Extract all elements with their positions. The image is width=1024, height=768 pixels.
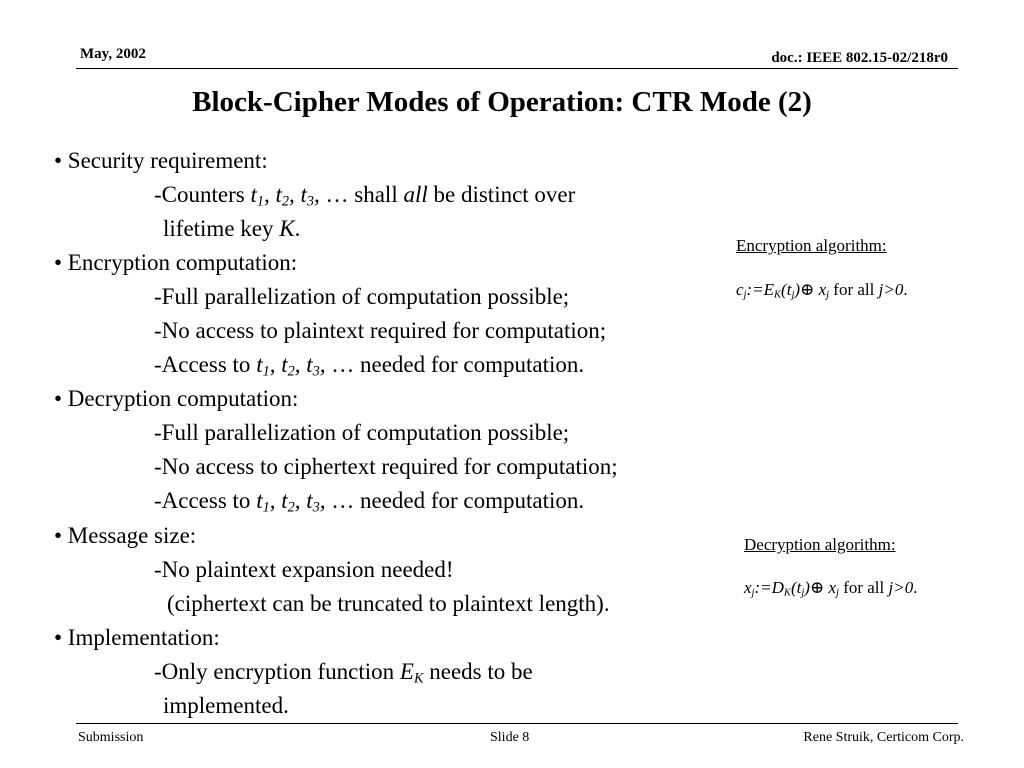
encryption-access-line: -Access to $t_1$, $t_2$, $t_3$, … needed for computation.: [154, 352, 585, 380]
encryption-parallel-line: -Full parallelization of computation possible;: [154, 284, 570, 309]
slide-title: Block-Cipher Modes of Operation: CTR Mode (2): [192, 86, 812, 118]
decryption-access-line: -Access to $t_1$, $t_2$, $t_3$, … needed for computation.: [154, 488, 585, 516]
footer-author: Rene Struik, Certicom Corp.: [803, 730, 964, 745]
message-truncated-line: (ciphertext can be truncated to plaintext length).: [167, 591, 610, 616]
bullet-encryption: • Encryption computation:: [54, 250, 298, 275]
implementation-implemented-line: implemented.: [163, 693, 289, 718]
decryption-no-access-line: -No access to ciphertext required for computation;: [154, 454, 618, 479]
implementation-only-enc-line: -Only encryption function $E_K$ needs to be: [154, 659, 533, 687]
footer-rule: [76, 723, 958, 724]
header-doc-id: doc.: IEEE 802.15-02/218r0: [771, 50, 948, 66]
decryption-algorithm-label: Decryption algorithm:: [744, 535, 896, 554]
bullet-security: • Security requirement:: [54, 148, 268, 173]
header-date: May, 2002: [80, 46, 146, 62]
message-no-expansion-line: -No plaintext expansion needed!: [154, 557, 454, 582]
footer-slide-number: Slide 8: [490, 730, 530, 745]
encryption-no-access-line: -No access to plaintext required for computation;: [154, 318, 607, 343]
security-counters-line: -Counters $t_1$, $t_2$, $t_3$, … shall all be distinct over: [154, 182, 576, 210]
bullet-message-size: • Message size:: [54, 523, 197, 548]
encryption-formula: $c_j:=E_K(t_j)\oplus$ $x_j$ for all j>0.: [736, 280, 908, 301]
bullet-decryption: • Decryption computation:: [54, 386, 299, 411]
footer-submission: Submission: [78, 730, 144, 745]
encryption-algorithm-label: Encryption algorithm:: [736, 236, 887, 255]
decryption-formula: $x_j:=D_K(t_j)\oplus$ $x_j$ for all j>0.: [744, 578, 918, 599]
decryption-parallel-line: -Full parallelization of computation possible;: [154, 420, 570, 445]
security-lifetime-line: lifetime key K.: [163, 216, 301, 241]
header-rule: [76, 68, 958, 69]
bullet-implementation: • Implementation:: [54, 625, 220, 650]
